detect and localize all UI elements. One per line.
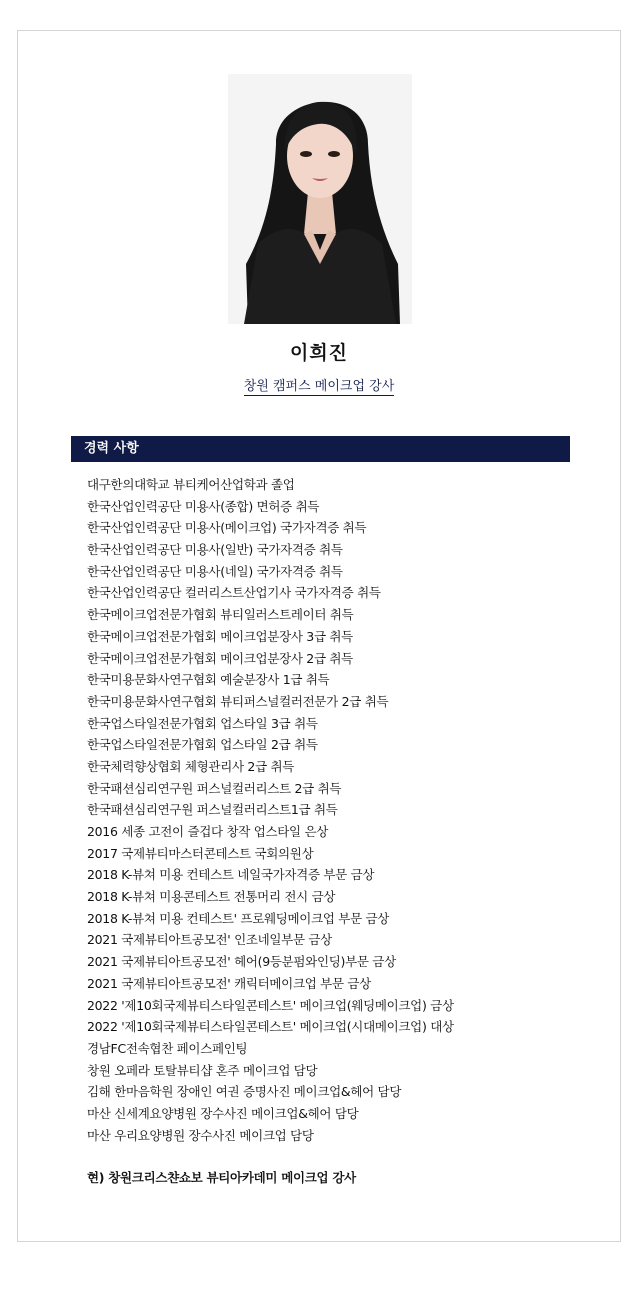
career-item: 마산 신세계요양병원 장수사진 메이크업&헤어 담당: [87, 1105, 359, 1121]
career-item: 한국메이크업전문가협회 메이크업분장사 2급 취득: [87, 650, 353, 666]
career-item: 한국패션심리연구원 퍼스널컬러리스트1급 취득: [87, 802, 338, 818]
career-item: 한국산업인력공단 미용사(종합) 면허증 취득: [87, 498, 320, 514]
career-item: 한국업스타일전문가협회 업스타일 3급 취득: [87, 715, 318, 731]
career-item: 한국미용문화사연구협회 예술분장사 1급 취득: [87, 672, 330, 688]
career-item: 한국패션심리연구원 퍼스널컬러리스트 2급 취득: [87, 780, 342, 796]
career-item: 2018 K-뷰쳐 미용 컨테스트' 프로웨딩메이크업 부문 금상: [87, 910, 390, 926]
career-item: 한국업스타일전문가협회 업스타일 2급 취득: [87, 737, 318, 753]
career-item: 한국산업인력공단 미용사(일반) 국가자격증 취득: [87, 542, 343, 558]
career-item: 한국산업인력공단 컬러리스트산업기사 국가자격증 취득: [87, 585, 381, 601]
career-section-header: 경력 사항: [71, 436, 570, 462]
career-item: 창원 오페라 토탈뷰티샵 혼주 메이크업 담당: [87, 1062, 318, 1078]
career-item: 2017 국제뷰티마스터콘테스트 국회의원상: [87, 845, 314, 861]
profile-card: [17, 30, 621, 1242]
career-item: 마산 우리요양병원 장수사진 메이크업 담당: [87, 1127, 314, 1143]
career-item: 한국메이크업전문가협회 뷰티일러스트레이터 취득: [87, 607, 354, 623]
profile-role-text: 창원 캠퍼스 메이크업 강사: [243, 379, 395, 394]
portrait-image: [228, 74, 412, 324]
career-item: 한국산업인력공단 미용사(메이크업) 국가자격증 취득: [87, 520, 367, 536]
profile-name: 이희진: [289, 342, 349, 364]
career-item: 한국미용문화사연구협회 뷰티퍼스널컬러전문가 2급 취득: [87, 693, 389, 709]
career-list: [87, 474, 454, 1146]
career-item: 2022 '제10회국제뷰티스타일콘테스트' 메이크업(웨딩메이크업) 금상: [87, 997, 454, 1013]
career-item: 대구한의대학교 뷰티케어산업학과 졸업: [87, 477, 295, 492]
current-position: 현) 창원크리스챤쇼보 뷰티아카데미 메이크업 강사: [87, 1170, 356, 1185]
profile-role: [18, 375, 620, 394]
career-item: 2022 '제10회국제뷰티스타일콘테스트' 메이크업(시대메이크업) 대상: [87, 1019, 454, 1035]
career-item: 한국체력향상협회 체형관리사 2급 취득: [87, 758, 295, 774]
career-item: 2021 국제뷰티아트공모전' 헤어(9등분펌와인딩)부문 금상: [87, 954, 396, 970]
career-item: 2018 K-뷰쳐 미용 컨테스트 네일국가자격증 부문 금상: [87, 867, 375, 883]
profile-photo: [228, 74, 412, 324]
career-item: 김해 한마음학원 장애인 여권 증명사진 메이크업&헤어 담당: [87, 1084, 402, 1100]
career-item: 경남FC전속협찬 페이스페인팅: [87, 1040, 248, 1056]
career-item: 2021 국제뷰티아트공모전' 캐릭터메이크업 부문 금상: [87, 975, 371, 991]
career-item: 2018 K-뷰쳐 미용콘테스트 전통머리 전시 금상: [87, 889, 336, 905]
career-item: 2021 국제뷰티아트공모전' 인조네일부문 금상: [87, 932, 332, 948]
career-item: 2016 세종 고전이 즐겁다 창작 업스타일 은상: [87, 824, 329, 839]
career-item: 한국산업인력공단 미용사(네일) 국가자격증 취득: [87, 563, 343, 579]
career-item: 한국메이크업전문가협회 메이크업분장사 3급 취득: [87, 628, 353, 644]
